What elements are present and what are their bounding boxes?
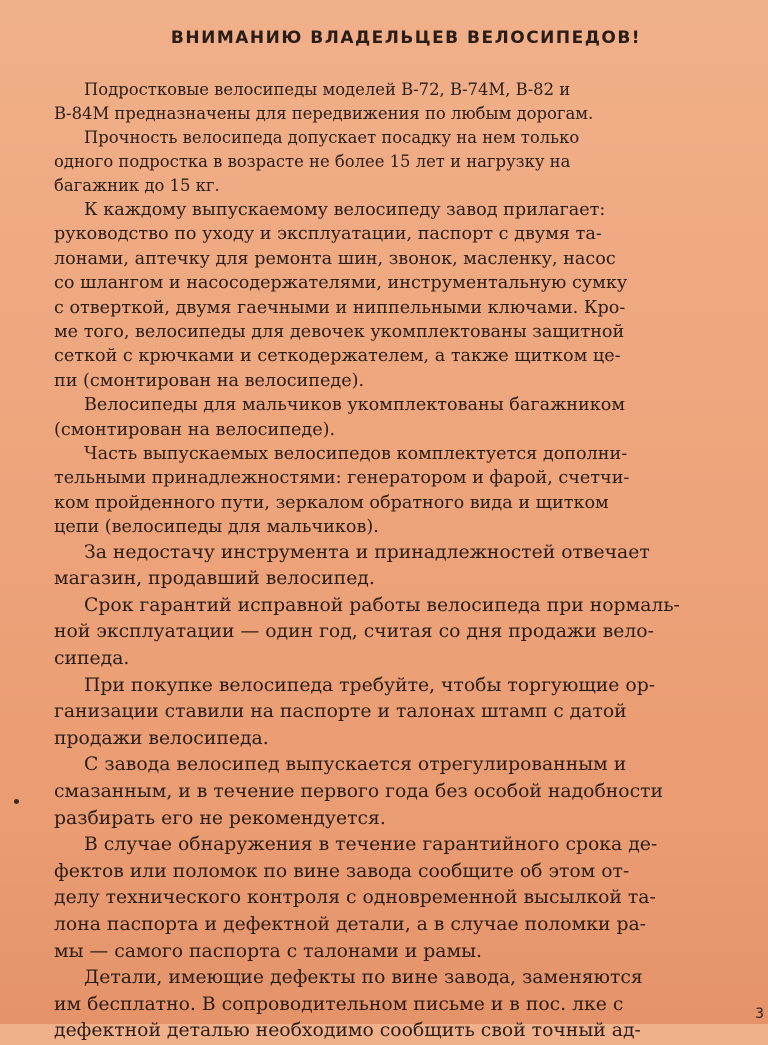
text-line: лонами, аптечку для ремонта шин, звонок, масленку, насос [54,248,616,269]
text-line: (смонтирован на велосипеде). [54,419,336,440]
text-line: продажи велосипеда. [54,727,269,749]
text-line: Подростковые велосипеды моделей В-72, В-74М, В-82 и [84,80,571,99]
text-line: Часть выпускаемых велосипедов комплектуется дополни- [84,444,628,465]
text-line: К каждому выпускаемому велосипеду завод прилагает: [84,200,606,220]
text-line: лона паспорта и дефектной детали, а в случае поломки ра- [54,914,647,935]
paragraph-purchase-stamp [54,673,744,753]
page-number: 3 [755,1006,764,1022]
paragraph-factory-adjusted [54,752,744,832]
text-line: разбирать его не рекомендуется. [54,807,386,829]
paragraph-defects-report [54,832,744,965]
paragraph-included-items [54,198,744,393]
paragraph-models [54,78,744,126]
text-line: сеткой с крючками и сеткодержателем, а также щитком це- [54,346,621,367]
text-line: магазин, продавший велосипед. [54,568,375,590]
paragraph-accessories [54,442,744,540]
text-line: сипеда. [54,648,130,670]
paragraph-boys-bikes [54,393,744,442]
text-line: с отверткой, двумя гаечными и ниппельными ключами. Кро- [54,297,626,318]
paragraph-shortage [54,540,744,593]
text-line: В-84М предназначены для передвижения по любым дорогам. [54,104,594,123]
print-speck [14,799,19,804]
text-line: ганизации ставили на паспорте и талонах штамп с датой [54,701,627,723]
paragraph-strength [54,126,744,198]
text-line: делу технического контроля с одновременной высылкой та- [54,887,656,909]
text-line: со шлангом и насосодержателями, инструментальную сумку [54,273,628,294]
text-line: цепи (велосипеды для мальчиков). [54,517,379,538]
page-title: ВНИМАНИЮ ВЛАДЕЛЬЦЕВ ВЕЛОСИПЕДОВ! [170,28,642,48]
text-line: За недостачу инструмента и принадлежностей отвечает [84,541,650,563]
text-line: В случае обнаружения в течение гарантийного срока де- [84,834,658,856]
text-line: Срок гарантий исправной работы велосипеда при нормаль- [84,594,680,616]
text-line: пи (смонтирован на велосипеде). [54,370,365,391]
text-line: При покупке велосипеда требуйте, чтобы торгующие ор- [84,674,656,696]
text-line: Детали, имеющие дефекты по вине завода, заменяются [84,967,643,989]
text-line: ме того, велосипеды для девочек укомплектованы защитной [54,322,625,343]
text-line: смазанным, и в течение первого года без особой надобности [54,781,664,803]
text-line: Прочность велосипеда допускает посадку на нем только [84,128,580,147]
text-line: дефектной деталью необходимо сообщить свой точный ад- [54,1020,641,1042]
text-line: мы — самого паспорта с талонами и рамы. [54,940,483,962]
text-line: руководство по уходу и эксплуатации, паспорт с двумя та- [54,224,602,245]
text-line: багажник до 15 кг. [54,176,220,195]
text-line: ком пройденного пути, зеркалом обратного вида и щитком [54,492,609,513]
paragraph-free-replacement [54,965,744,1045]
text-line: им бесплатно. В сопроводительном письме и в пос. лке с [54,993,624,1015]
text-line: одного подростка в возрасте не более 15 лет и нагрузку на [54,152,571,171]
text-line: Велосипеды для мальчиков укомплектованы багажником [84,395,626,416]
text-line: С завода велосипед выпускается отрегулированным и [84,754,627,776]
text-line: фектов или поломок по вине завода сообщите об этом от- [54,860,630,882]
paragraph-warranty [54,593,744,673]
text-line: тельными принадлежностями: генератором и фарой, счетчи- [54,468,630,489]
text-line: ной эксплуатации — один год, считая со дня продажи вело- [54,621,654,643]
